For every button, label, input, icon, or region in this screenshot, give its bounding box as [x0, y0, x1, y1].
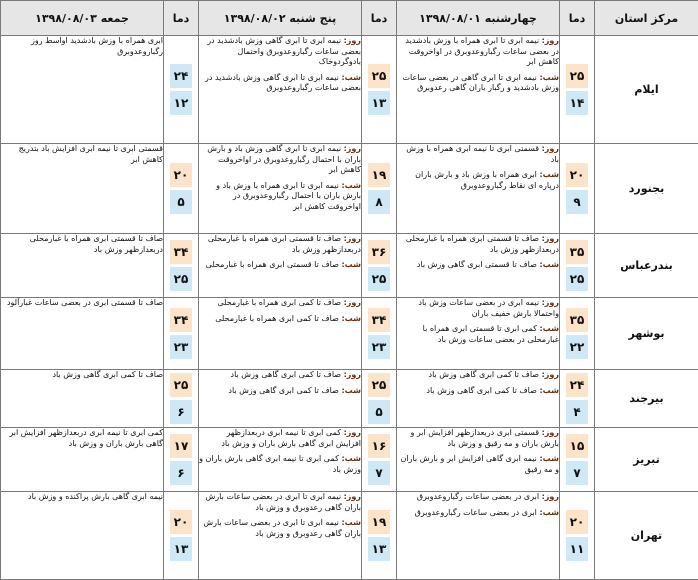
temp-high: ۳۵ [566, 308, 588, 332]
day-label: روز: [542, 144, 559, 153]
temp-cell [560, 298, 595, 370]
temp-cell [560, 492, 595, 580]
temp-low: ۲۲ [566, 335, 588, 359]
temp-high: ۱۶ [368, 434, 390, 458]
temp-high: ۲۰ [170, 163, 192, 187]
forecast-desc [397, 370, 560, 428]
night-label: شب: [341, 454, 361, 463]
table-row [1, 36, 698, 144]
day-label: روز: [344, 428, 361, 437]
temp-low: ۱۴ [566, 91, 588, 115]
day-forecast: کمی ابری تا نیمه ابری دربعدازظهر افزایش ابری گاهی بارش باران و وزش باد [221, 428, 361, 448]
day-forecast: نیمه ابری تا ابری گاهی وزش باد و بارش باران با احتمال رگباروعدوبرق در اواخروقت کاهش ابر [207, 144, 361, 174]
temp-low: ۱۳ [368, 537, 390, 561]
day-label: روز: [542, 428, 559, 437]
temp-cell [164, 144, 199, 234]
temp-cell [560, 144, 595, 234]
temp-cell [164, 234, 199, 298]
temp-low: ۱۳ [170, 537, 192, 561]
day-label: روز: [344, 298, 361, 307]
temp-high: ۲۵ [368, 64, 390, 88]
day-label: روز: [344, 36, 361, 45]
temp-low: ۹ [566, 190, 588, 214]
province-name: ایلام [595, 36, 698, 144]
temp-cell [164, 428, 199, 492]
temp-low: ۱۱ [566, 537, 588, 561]
day-label: روز: [542, 36, 559, 45]
temp-cell [164, 492, 199, 580]
province-name: بندرعباس [595, 234, 698, 298]
night-label: شب: [341, 73, 361, 82]
night-forecast: صاف تا کمی ابری همراه با غبارمحلی [215, 314, 339, 323]
night-label: شب: [539, 508, 559, 517]
day-forecast: کمی ابری تا نیمه ابری دربعدازظهر افزایش ابر گاهی بارش باران و وزش باد [9, 428, 163, 448]
province-name: بجنورد [595, 144, 698, 234]
temp-high: ۱۹ [368, 510, 390, 534]
day-forecast: قسمتی ابری تا نیمه ابری افزایش باد بتدریج کاهش ابر [19, 144, 163, 164]
day-forecast: نیمه ابری تا ابری همراه با وزش بادشدید در بعضی ساعات رگباروعدوبرق در اواخروقت کاهش ابر [405, 36, 559, 66]
night-forecast: نیمه ابری گاهی افزایش ابر و بارش باران و مه رقیق [401, 454, 559, 474]
temp-low: ۱۳ [368, 91, 390, 115]
temp-high: ۳۴ [368, 308, 390, 332]
temp-cell [362, 36, 397, 144]
temp-high: ۲۰ [566, 163, 588, 187]
night-forecast: کمی ابری تا قسمتی ابری همراه با غبارمحلی در بعضی ساعات وزش باد [423, 324, 559, 344]
night-label: شب: [341, 260, 361, 269]
day-forecast: صاف تا کمی ابری گاهی وزش باد [429, 370, 540, 379]
forecast-desc [1, 234, 164, 298]
night-label: شب: [539, 260, 559, 269]
header-day1: چهارشنبه ۱۳۹۸/۰۸/۰۱ [397, 1, 560, 36]
day-forecast: صاف تا کمی ابری گاهی وزش باد [231, 370, 342, 379]
temp-high: ۱۵ [566, 434, 588, 458]
temp-high: ۳۶ [368, 240, 390, 264]
day-forecast: ابری در بعضی ساعات رگباروعدوبرق [417, 492, 539, 501]
night-forecast: صاف تا قسمتی ابری گاهی وزش باد [417, 260, 537, 269]
temp-low: ۸ [368, 190, 390, 214]
temp-cell [164, 36, 199, 144]
table-row [1, 144, 698, 234]
night-label: شب: [539, 170, 559, 179]
table-row [1, 234, 698, 298]
temp-low: ۵ [368, 400, 390, 424]
temp-cell [362, 428, 397, 492]
night-forecast: صاف تا کمی ابری گاهی وزش باد [426, 386, 537, 395]
forecast-desc [397, 428, 560, 492]
forecast-desc [397, 144, 560, 234]
temp-high: ۳۵ [566, 240, 588, 264]
day-forecast: قسمتی ابری دربعدازظهر افزایش ابر و بارش باران و مه رقیق و وزش باد [410, 428, 559, 448]
night-forecast: نیمه ابری تا ابری گاهی وزش بادشدید در بعضی ساعات رگباروعدوبرق [205, 73, 361, 93]
night-forecast: نیمه ابری تا ابری همراه با وزش باد و بارش باران با احتمال رگباروعدوبرق در اواخروقت کاهش ابر [216, 181, 361, 211]
header-row [1, 1, 698, 36]
forecast-desc [199, 234, 362, 298]
night-label: شب: [539, 73, 559, 82]
forecast-desc [397, 36, 560, 144]
temp-cell [560, 428, 595, 492]
day-label: روز: [344, 492, 361, 501]
province-name: بوشهر [595, 298, 698, 370]
forecast-desc [199, 428, 362, 492]
temp-low: ۲۵ [170, 267, 192, 291]
day-label: روز: [344, 234, 361, 243]
temp-cell [362, 234, 397, 298]
night-label: شب: [341, 518, 361, 527]
forecast-desc [199, 36, 362, 144]
temp-high: ۲۴ [566, 373, 588, 397]
temp-cell [560, 36, 595, 144]
day-forecast: صاف تا قسمتی ابری در بعضی ساعات غبارآلود [7, 298, 163, 307]
day-forecast: نیمه ابری تا ابری در بعضی ساعات بارش باران گاهی رعدوبرق و وزش باد [206, 492, 362, 512]
night-forecast: ابری در بعضی ساعات رگباروعدوبرق [415, 508, 537, 517]
forecast-desc [199, 144, 362, 234]
header-temp-day3: دما [164, 1, 199, 36]
forecast-desc [1, 144, 164, 234]
temp-cell [362, 144, 397, 234]
night-label: شب: [341, 314, 361, 323]
night-forecast: نیمه ابری تا ابری گاهی در بعضی ساعات وزش بادشدید و رگبار باران گاهی رعدوبرق [403, 73, 560, 93]
night-label: شب: [341, 181, 361, 190]
forecast-desc [1, 36, 164, 144]
table-row [1, 298, 698, 370]
temp-cell [362, 370, 397, 428]
night-forecast: ابری همراه با وزش باد و بارش باران درپاره ای نقاط رگباروعدوبرق [415, 170, 559, 190]
forecast-desc [397, 234, 560, 298]
forecast-desc [199, 492, 362, 580]
day-forecast: صاف تا قسمتی ابری همراه با غبارمحلی دربعدازظهر وزش باد [30, 234, 163, 254]
temp-low: ۲۳ [170, 335, 192, 359]
temp-cell [362, 298, 397, 370]
temp-low: ۶ [170, 400, 192, 424]
temp-cell [164, 370, 199, 428]
night-label: شب: [539, 324, 559, 333]
night-forecast: نیمه ابری تا ابری در بعضی ساعات بارش باران گاهی رعدوبرق و وزش باد [203, 518, 361, 538]
table-row [1, 370, 698, 428]
day-label: روز: [542, 370, 559, 379]
forecast-desc [199, 370, 362, 428]
night-label: شب: [539, 454, 559, 463]
forecast-desc [397, 298, 560, 370]
temp-high: ۲۰ [566, 510, 588, 534]
day-forecast: نیمه ابری تا ابری گاهی وزش بادشدید در بعضی ساعات رگباروعدوبرق واحتمال بادوگردوخاک [207, 36, 361, 66]
temp-high: ۳۴ [170, 308, 192, 332]
night-label: شب: [341, 386, 361, 395]
temp-low: ۵ [170, 190, 192, 214]
temp-high: ۱۷ [170, 434, 192, 458]
temp-low: ۲۵ [368, 267, 390, 291]
day-forecast: صاف تا کمی ابری گاهی وزش باد [52, 370, 163, 379]
night-label: شب: [539, 386, 559, 395]
temp-cell [560, 234, 595, 298]
province-name: تهران [595, 492, 698, 580]
night-forecast: صاف تا قسمتی ابری همراه با غبارمحلی [206, 260, 339, 269]
temp-low: ۲۵ [566, 267, 588, 291]
province-name: بیرجند [595, 370, 698, 428]
day-forecast: نیمه ابری در بعضی ساعات وزش باد واحتمالا بارش خفیف باران [418, 298, 559, 318]
forecast-desc [199, 298, 362, 370]
temp-high: ۳۴ [170, 240, 192, 264]
table-row [1, 428, 698, 492]
temp-high: ۲۴ [170, 64, 192, 88]
forecast-desc [397, 492, 560, 580]
header-province: مرکز استان [595, 1, 698, 36]
day-forecast: صاف تا کمی ابری همراه با غبارمحلی [217, 298, 341, 307]
header-day2: پنج شنبه ۱۳۹۸/۰۸/۰۲ [199, 1, 362, 36]
day-forecast: صاف تا قسمتی ابری همراه با غبارمحلی دربعدازظهر وزش باد [406, 234, 559, 254]
temp-low: ۱۲ [170, 91, 192, 115]
temp-high: ۱۹ [368, 163, 390, 187]
temp-low: ۷ [368, 461, 390, 485]
temp-low: ۲۳ [368, 335, 390, 359]
table-row [1, 492, 698, 580]
temp-low: ۷ [566, 461, 588, 485]
day-label: روز: [542, 298, 559, 307]
day-label: روز: [542, 234, 559, 243]
temp-high: ۲۰ [170, 510, 192, 534]
day-forecast: صاف تا قسمتی ابری همراه با غبارمحلی دربعدازظهر وزش باد [208, 234, 361, 254]
night-forecast: صاف تا کمی ابری گاهی وزش باد [228, 386, 339, 395]
forecast-desc [1, 428, 164, 492]
temp-cell [560, 370, 595, 428]
header-day3: جمعه ۱۳۹۸/۰۸/۰۳ [1, 1, 164, 36]
day-forecast: نیمه ابری گاهی بارش پراکنده و وزش باد [28, 492, 163, 501]
night-forecast: کمی ابری تا نیمه ابری گاهی بارش باران و وزش باد [199, 454, 361, 474]
temp-high: ۲۵ [170, 373, 192, 397]
header-temp-day1: دما [560, 1, 595, 36]
forecast-desc [1, 492, 164, 580]
header-temp-day2: دما [362, 1, 397, 36]
temp-cell [164, 298, 199, 370]
province-name: تبریز [595, 428, 698, 492]
temp-cell [362, 492, 397, 580]
forecast-desc [1, 370, 164, 428]
day-label: روز: [542, 492, 559, 501]
temp-low: ۴ [566, 400, 588, 424]
temp-low: ۶ [170, 461, 192, 485]
forecast-desc [1, 298, 164, 370]
day-label: روز: [344, 144, 361, 153]
temp-high: ۲۵ [368, 373, 390, 397]
day-forecast: ابری همراه با وزش بادشدید اواسط روز رگباروعدوبرق [31, 36, 163, 56]
temp-high: ۲۵ [566, 64, 588, 88]
day-forecast: قسمتی ابری تا نیمه ابری همراه با وزش باد [406, 144, 559, 164]
day-label: روز: [344, 370, 361, 379]
